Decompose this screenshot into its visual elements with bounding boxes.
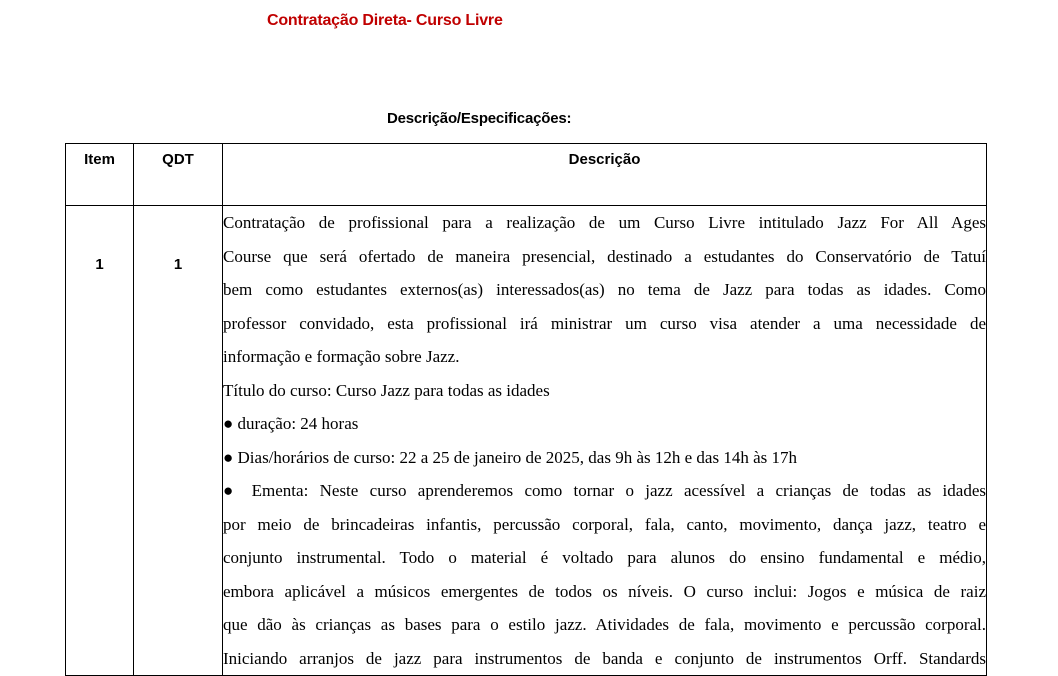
specifications-table — [65, 143, 987, 676]
header-item: Item — [66, 144, 134, 206]
syllabus-line: embora aplicável a músicos emergentes de todos os níveis. O curso inclui: Jogos e música de raiz — [223, 581, 986, 601]
syllabus-line: por meio de brincadeiras infantis, percussão corporal, fala, canto, movimento, dança jazz, teatro e — [223, 514, 986, 534]
description-line: professor convidado, esta profissional irá ministrar um curso visa atender a uma necessidade de — [223, 313, 986, 333]
description-line: bem como estudantes externos(as) interessados(as) no tema de Jazz para todas as idades. Como — [223, 280, 986, 299]
description-line: Contratação de profissional para a realização de um Curso Livre intitulado Jazz For All Ages — [223, 213, 986, 232]
schedule-bullet: ● Dias/horários de curso: 22 a 25 de janeiro de 2025, das 9h às 12h e das 14h às 17h — [223, 447, 797, 467]
section-heading: Descrição/Especificações: — [387, 110, 572, 127]
syllabus-line: que dão às crianças as bases para o estilo jazz. Atividades de fala, movimento e percussão corporal. — [223, 615, 986, 634]
description-line: Course que será ofertado de maneira presencial, destinado a estudantes do Conservatório de Tatuí — [223, 246, 986, 266]
row-description — [223, 206, 987, 676]
syllabus-line: conjunto instrumental. Todo o material é voltado para alunos do ensino fundamental e médio, — [223, 548, 986, 567]
row-item-number: 1 — [66, 206, 134, 676]
course-title-line: Título do curso: Curso Jazz para todas as idades — [223, 380, 550, 400]
table-row — [66, 206, 987, 676]
table-header-row — [66, 144, 987, 206]
syllabus-line: Iniciando arranjos de jazz para instrumentos de banda e conjunto de instrumentos Orff. Standards — [223, 648, 986, 668]
duration-bullet: ● duração: 24 horas — [223, 414, 359, 433]
row-quantity: 1 — [134, 206, 223, 676]
header-descricao: Descrição — [223, 144, 987, 206]
syllabus-line: ● Ementa: Neste curso aprenderemos como tornar o jazz acessível a crianças de todas as idades — [223, 481, 986, 500]
header-qdt: QDT — [134, 144, 223, 206]
document-title: Contratação Direta- Curso Livre — [267, 12, 503, 29]
description-line: informação e formação sobre Jazz. — [223, 347, 460, 366]
